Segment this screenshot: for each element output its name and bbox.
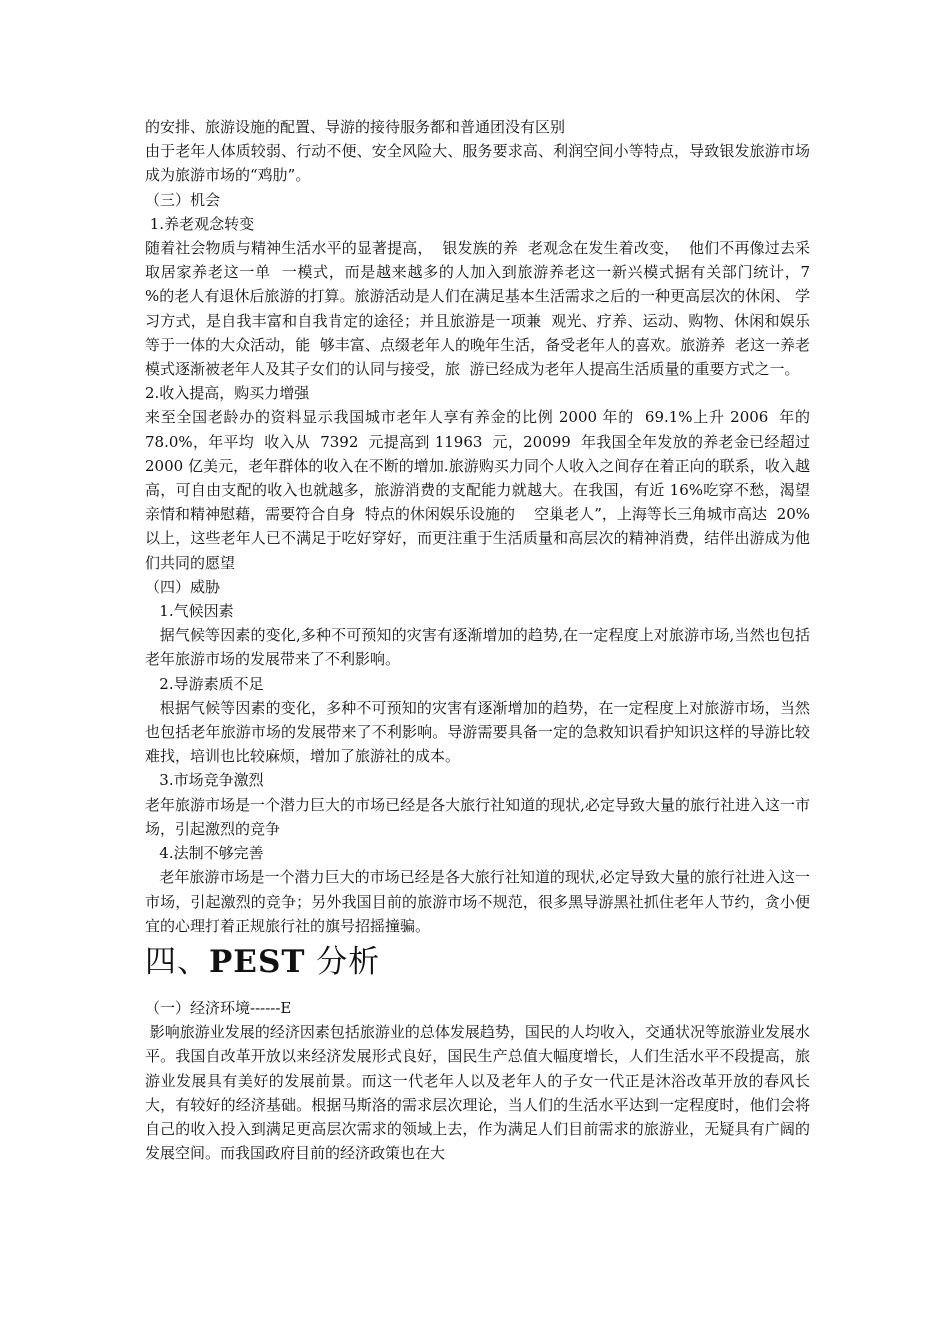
heading-prefix: 四、 bbox=[145, 943, 209, 980]
section-heading-economy: （一）经济环境------E bbox=[145, 998, 292, 1017]
heading-bold: PEST bbox=[209, 943, 306, 980]
section-heading-threat: （四）威胁 bbox=[145, 577, 221, 596]
chapter-heading-pest bbox=[145, 944, 810, 980]
paragraph: 老年旅游市场是一个潜力巨大的市场已经是各大旅行社知道的现状,必定导致大量的旅行社进入这一市场，引起激烈的竞争；另外我国目前的旅游市场不规范，很多黑导游黑社抓住老年人节约，贪小便宜的心理打着正规旅行社的旗号招摇撞骗。 bbox=[145, 868, 810, 935]
subheading: 4.法制不够完善 bbox=[145, 844, 264, 863]
document-page bbox=[145, 115, 830, 1165]
paragraph: 根据气候等因素的变化，多种不可预知的灾害有逐渐增加的趋势，在一定程度上对旅游市场，当然也包括老年旅游市场的发展带来了不利影响。导游需要具备一定的急救知识看护知识这样的导游比较难找，培训也比较麻烦，增加了旅游社的成本。 bbox=[145, 698, 810, 766]
section-heading-opportunity: （三）机会 bbox=[145, 190, 221, 209]
paragraph: 由于老年人体质较弱、行动不便、安全风险大、服务要求高、利润空间小等特点，导致银发旅游市场成为旅游市场的“鸡肋”。 bbox=[145, 142, 810, 185]
subheading: 3.市场竞争激烈 bbox=[145, 771, 264, 790]
paragraph: 老年旅游市场是一个潜力巨大的市场已经是各大旅行社知道的现状,必定导致大量的旅行社进入这一市场，引起激烈的竞争 bbox=[145, 795, 810, 838]
subheading: 1.气候因素 bbox=[145, 602, 234, 621]
paragraph: 来至全国老龄办的资料显示我国城市老年人享有养金的比例 2000 年的 69.1%上升 2006 年的 78.0%，年平均 收入从 7392 元提高到 11963 元，20099 年我国全年发放的养老金已经超过 2000 亿美元，老年群体的收入在不断的增加.旅游购买力同个人收入之间存在着正向的联系，收入越高，可自由支配的收入也就越多，旅游消费的支配能力就越大。在我国，有近 16%吃穿不愁，渴望亲情和精神慰藉，需要符合自身 特点的休闲娱乐设施的 空巢老人”，上海等长三角城市高达 20%以上，这些老年人已不满足于吃好穿好，而更注重于生活质量和高层次的精神消费，结伴出游成为他们共同的愿望 bbox=[145, 408, 820, 572]
paragraph: 随着社会物质与精神生活水平的显著提高， 银发族的养 老观念在发生着改变， 他们不再像过去采取居家养老这一单 一模式，而是越来越多的人加入到旅游养老这一新兴模式据有关部门统计，7 %的老人有退休后旅游的打算。旅游活动是人们在满足基本生活需求之后的一种更高层次的休闲、 学习方式，是自我丰富和自我肯定的途径；并且旅游是一项兼 观光、疗养、运动、购物、休闲和娱乐等于一体的大众活动，能 够丰富、点缀老年人的晚年生活，备受老年人的喜欢。旅游养 老这一养老模式逐渐被老年人及其子女们的认同与接受，旅 游已经成为老年人提高生活质量的重要方式之一。 bbox=[145, 239, 830, 379]
subheading: 1.养老观念转变 bbox=[145, 214, 255, 233]
paragraph: 的安排、旅游设施的配置、导游的接待服务都和普通团没有区别 bbox=[145, 118, 566, 136]
heading-suffix: 分析 bbox=[305, 943, 381, 980]
paragraph: 影响旅游业发展的经济因素包括旅游业的总体发展趋势，国民的人均收入，交通状况等旅游业发展水平。我国自改革开放以来经济发展形式良好，国民生产总值大幅度增长，人们生活水平不段提高，旅游业发展具有美好的发展前景。而这一代老年人以及老年人的子女一代正是沐浴改革开放的春风长大，有较好的经济基础。根据马斯洛的需求层次理论，当人们的生活水平达到一定程度时，他们会将自己的收入投入到满足更高层次需求的领域上去，作为满足人们目前需求的旅游业，无疑具有广阔的发展空间。而我国政府目前的经济政策也在大 bbox=[145, 1023, 810, 1163]
subheading: 2.导游素质不足 bbox=[145, 674, 264, 693]
paragraph: 据气候等因素的变化,多种不可预知的灾害有逐渐增加的趋势,在一定程度上对旅游市场,当然也包括老年旅游市场的发展带来了不利影响。 bbox=[145, 626, 810, 669]
subheading: 2.收入提高，购买力增强 bbox=[145, 384, 310, 403]
